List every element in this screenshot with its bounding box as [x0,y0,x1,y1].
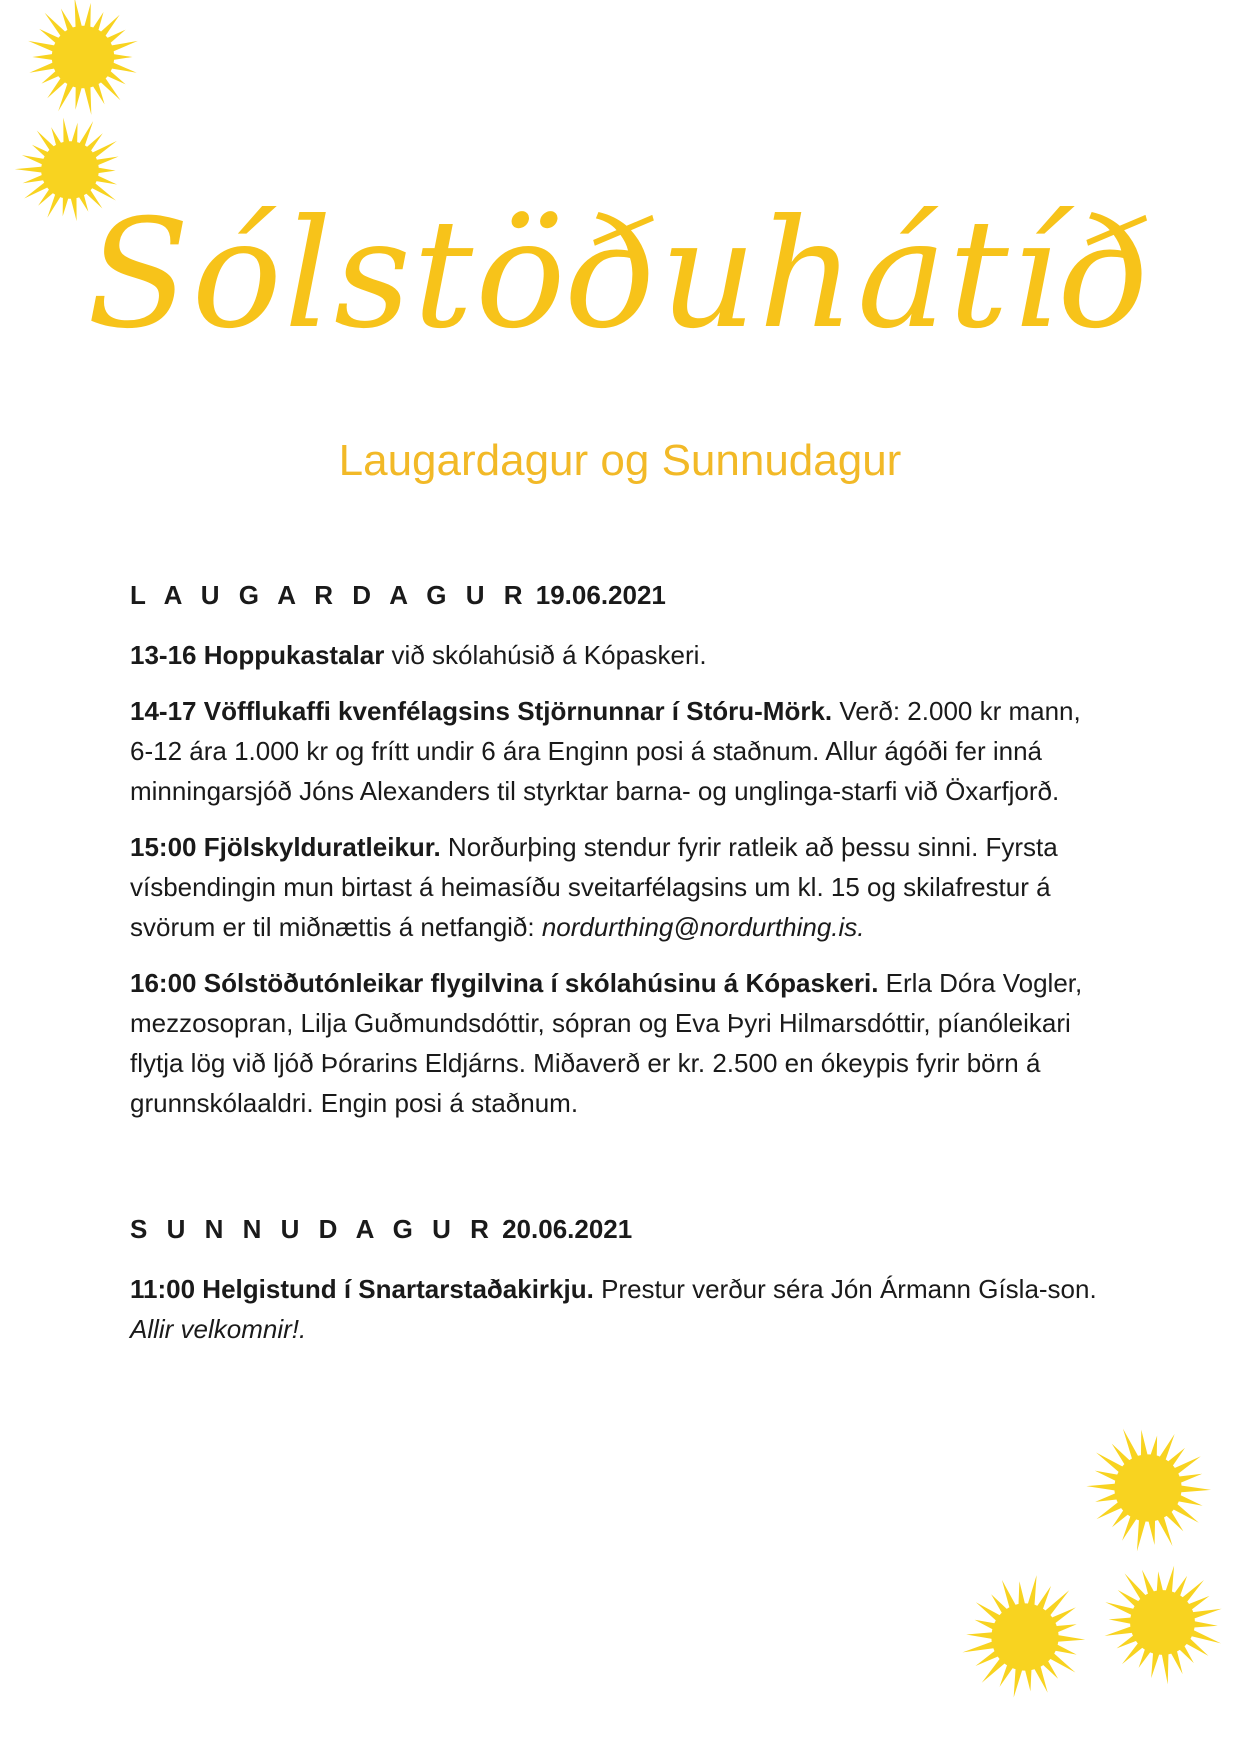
sun-icon [1095,1555,1230,1690]
event-text: Erla Dóra Vogler, mezzosopran, Lilja Guðmundsdóttir, sópran og Eva Þyri Hilmarsdóttir, píanóleikari flytja lög við ljóð Þórarins Eldjárns. Miðaverð er kr. 2.500 en ókeypis fyrir börn á grunnskólaaldri. Engin posi á staðnum. [130,968,1083,1118]
sun-decoration-bottom-2 [955,1567,1095,1707]
event-text: Prestur verður séra Jón Ármann Gísla-son. [593,1274,1097,1304]
event-note: Allir velkomnir!. [130,1314,307,1344]
day-name: S U N N U D A G U R [130,1214,495,1244]
sun-decoration-bottom-3 [1095,1555,1230,1690]
event-fjolskylduratleikur [130,827,1110,947]
sun-icon [1078,1418,1218,1558]
program [130,575,1110,1365]
event-solstodutonleikar [130,963,1110,1123]
event-title: 15:00 Fjölskylduratleikur. [130,832,441,862]
email-link[interactable]: nordurthing@nordurthing.is. [541,912,865,942]
day-date: 19.06.2021 [535,580,666,610]
day-heading [130,575,1110,615]
event-vofflukaffi [130,691,1110,811]
day-heading [130,1209,1110,1249]
day-saturday [130,575,1110,1123]
event-helgistund [130,1269,1110,1349]
event-title: 13-16 Hoppukastalar [130,640,385,670]
event-text: Verð: 2.000 kr mann, 6-12 ára 1.000 kr og frítt undir 6 ára Enginn posi á staðnum. Allur ágóði fer inná minningarsjóð Jóns Alexanders til styrktar barna- og unglinga-starfi við Öxarfjorð. [130,696,1081,806]
sun-decoration-top-1 [18,0,148,122]
sun-decoration-bottom-1 [1078,1418,1218,1558]
sun-icon [955,1567,1095,1707]
day-date: 20.06.2021 [502,1214,633,1244]
page-title: Sólstöðuhátíð [86,188,1154,362]
event-title: 16:00 Sólstöðutónleikar flygilvina í skólahúsinu á Kópaskeri. [130,968,879,998]
day-sunday [130,1209,1110,1349]
event-text: við skólahúsið á Kópaskeri. [384,640,707,670]
page-subtitle: Laugardagur og Sunnudagur [338,436,902,485]
event-title: 14-17 Vöfflukaffi kvenfélagsins Stjörnunnar í Stóru-Mörk. [130,696,833,726]
section-gap [130,1139,1110,1209]
event-text: Norðurþing stendur fyrir ratleik að þessu sinni. Fyrsta vísbendingin mun birtast á heimasíðu sveitarfélagsins um kl. 15 og skilafrestur á svörum er til miðnættis á netfangið: [130,832,1058,942]
event-hoppukastalar [130,635,1110,675]
day-name: L A U G A R D A G U R [130,580,529,610]
event-title: 11:00 Helgistund í Snartarstaðakirkju. [130,1274,594,1304]
sun-icon [18,0,148,122]
